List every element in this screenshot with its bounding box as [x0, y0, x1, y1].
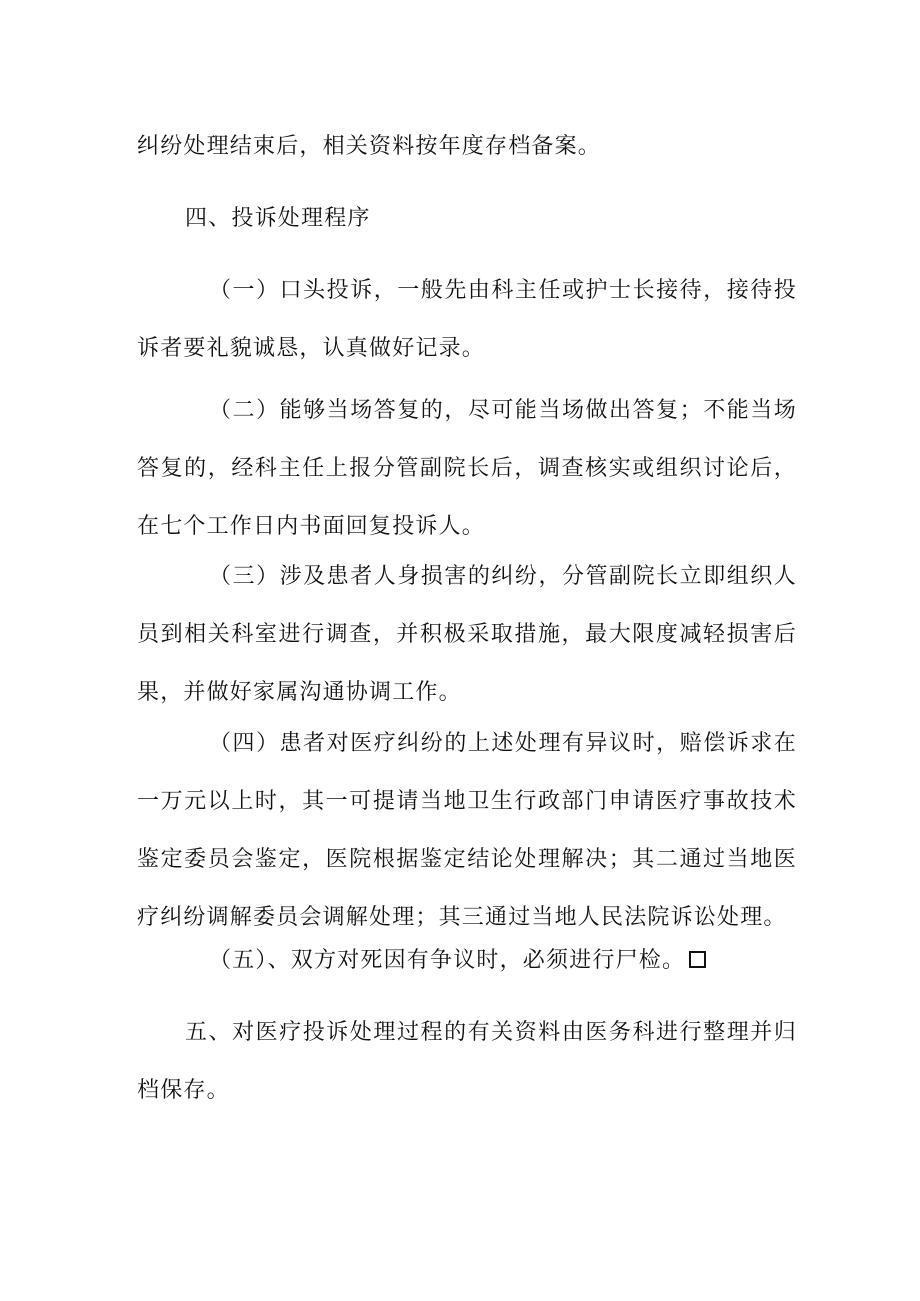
paragraph-item-5 [137, 932, 797, 990]
section-heading-complaint-procedure: 四、投诉处理程序 [185, 206, 371, 231]
paragraph-item-1: （一）口头投诉，一般先由科主任或护士长接待，接待投诉者要礼貌诚恳，认真做好记录。 [137, 278, 797, 361]
paragraph-item-5-text: （五）、双方对死因有争议时，必须进行尸检。 [209, 948, 686, 973]
paragraph-item-4: （四）患者对医疗纠纷的上述处理有异议时，赔偿诉求在一万元以上时，其一可提请当地卫生行政部门申请医疗事故技术鉴定委员会鉴定，医院根据鉴定结论处理解决；其二通过当地医疗纠纷调解委员会调解处理；其三通过当地人民法院诉讼处理。 [137, 731, 797, 930]
empty-box-glyph [689, 951, 706, 968]
paragraph-section-5: 五、对医疗投诉处理过程的有关资料由医务科进行整理并归档保存。 [137, 1020, 797, 1103]
paragraph-item-3: （三）涉及患者人身损害的纠纷，分管副院长立即组织人员到相关科室进行调查，并积极采取措施，最大限度减轻损害后果，并做好家属沟通协调工作。 [137, 564, 797, 705]
paragraph-archive: 纠纷处理结束后，相关资料按年度存档备案。 [137, 134, 602, 159]
paragraph-item-2: （二）能够当场答复的，尽可能当场做出答复；不能当场答复的，经科主任上报分管副院长后，调查核实或组织讨论后，在七个工作日内书面回复投诉人。 [137, 398, 797, 539]
